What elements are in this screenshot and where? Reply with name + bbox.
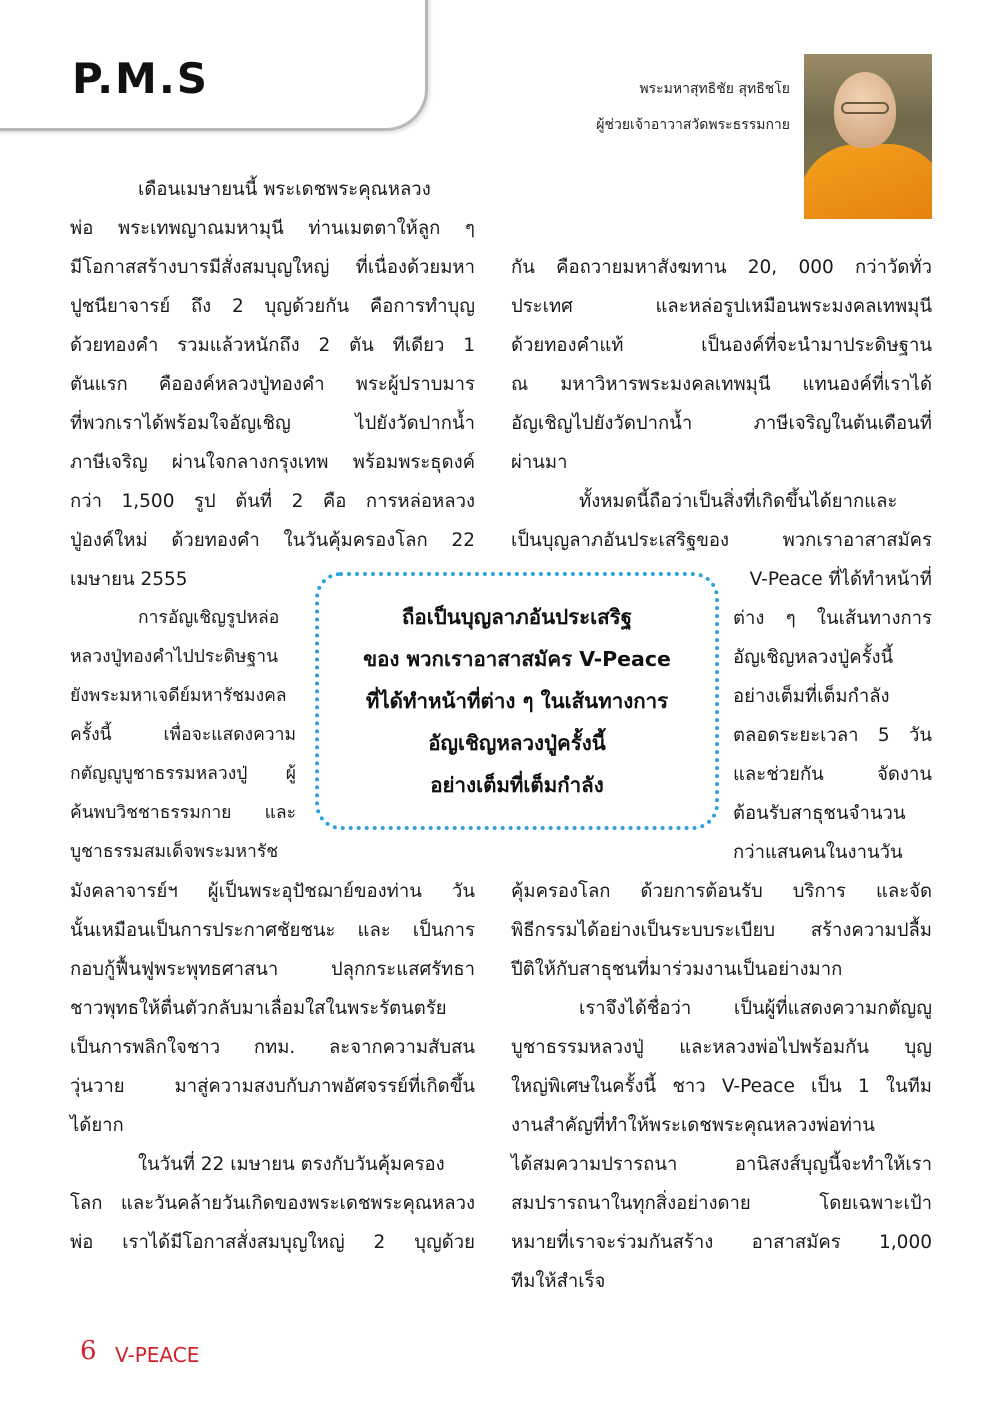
section-title: P.M.S xyxy=(72,54,210,103)
text-line: กตัญญูบูชาธรรมหลวงปู่ ผู้ xyxy=(70,764,296,784)
text-line: ได้สมความปรารถนา อานิสงส์บุญนี้จะทำให้เรา xyxy=(511,1154,932,1175)
magazine-name: V-PEACE xyxy=(115,1343,200,1367)
pull-quote-line: ของ พวกเราอาสาสมัคร V-Peace xyxy=(363,647,671,671)
text-line: ทั้งหมดนี้ถือว่าเป็นสิ่งที่เกิดขึ้นได้ยากและ xyxy=(579,491,898,512)
author-photo xyxy=(804,54,932,219)
text-line: ตันแรก คือองค์หลวงปู่ทองคำ พระผู้ปราบมาร xyxy=(70,374,475,395)
text-line: ใหญ่พิเศษในครั้งนี้ ชาว V-Peace เป็น 1 ในทีม xyxy=(511,1076,932,1097)
text-line: กัน คือถวายมหาสังฆทาน 20, 000 กว่าวัดทั่ว xyxy=(511,257,932,278)
pull-quote-line: ที่ได้ทำหน้าที่ต่าง ๆ ในเส้นทางการ xyxy=(365,689,669,713)
text-line: อย่างเต็มที่เต็มกำลัง xyxy=(733,686,890,707)
text-line: บูชาธรรมหลวงปู่ และหลวงพ่อไปพร้อมกัน บุญ xyxy=(511,1037,932,1058)
text-line: ที่พวกเราได้พร้อมใจอัญเชิญ ไปยังวัดปากน้ำ xyxy=(70,413,475,434)
text-line: พ่อ เราได้มีโอกาสสั่งสมบุญใหญ่ 2 บุญด้วย xyxy=(70,1232,475,1253)
author-name: พระมหาสุทธิชัย สุทธิชโย xyxy=(639,81,790,97)
text-line: และช่วยกัน จัดงาน xyxy=(733,764,932,785)
text-line: ทีมให้สำเร็จ xyxy=(511,1271,606,1292)
text-line: ต้อนรับสาธุชนจำนวน xyxy=(733,803,906,824)
text-line: โลก และวันคล้ายวันเกิดของพระเดชพระคุณหลวง xyxy=(70,1193,475,1214)
text-line: ประเทศ และหล่อรูปเหมือนพระมงคลเทพมุนี xyxy=(511,296,932,317)
page-number: 6 xyxy=(80,1336,97,1366)
text-line: ชาวพุทธให้ตื่นตัวกลับมาเลื่อมใสในพระรัตนตรัย xyxy=(70,998,447,1019)
text-line: ได้ยาก xyxy=(70,1115,124,1136)
text-line: หลวงปู่ทองคำไปประดิษฐาน xyxy=(70,647,279,667)
text-line: ค้นพบวิชชาธรรมกาย และ xyxy=(70,803,296,823)
text-line: สมปรารถนาในทุกสิ่งอย่างดาย โดยเฉพาะเป้า xyxy=(511,1193,932,1214)
text-line: วุ่นวาย มาสู่ความสงบกับภาพอัศจรรย์ที่เกิดขึ้น xyxy=(70,1076,475,1097)
right-narrow-text xyxy=(733,560,932,872)
text-line: ตลอดระยะเวลา 5 วัน xyxy=(733,725,932,746)
pull-quote-line: อย่างเต็มที่เต็มกำลัง xyxy=(430,773,604,797)
text-line: ผ่านมา xyxy=(511,452,568,473)
text-line: มังคลาจารย์ฯ ผู้เป็นพระอุปัชฌาย์ของท่าน วัน xyxy=(70,881,475,902)
text-line: พิธีกรรมได้อย่างเป็นระบบระเบียบ สร้างความปลื้ม xyxy=(511,920,932,941)
text-line: อัญเชิญไปยังวัดปากน้ำ ภาษีเจริญในต้นเดือนที่ xyxy=(511,413,932,434)
text-line: บูชาธรรมสมเด็จพระมหารัช xyxy=(70,842,279,862)
text-line: ยังพระมหาเจดีย์มหารัชมงคล xyxy=(70,686,287,706)
right-top-text xyxy=(511,248,932,560)
text-line: เป็นบุญลาภอันประเสริฐของ พวกเราอาสาสมัคร xyxy=(511,530,932,551)
text-line: ด้วยทองคำแท้ เป็นองค์ที่จะนำมาประดิษฐาน xyxy=(511,335,932,356)
text-line: ปูชนียาจารย์ ถึง 2 บุญด้วยกัน คือการทำบุญ xyxy=(70,296,475,317)
text-line: ครั้งนี้ เพื่อจะแสดงความ xyxy=(70,725,296,745)
text-line: อัญเชิญหลวงปู่ครั้งนี้ xyxy=(733,647,894,668)
right-bottom-text xyxy=(511,872,932,1301)
text-line: พ่อ พระเทพญาณมหามุนี ท่านเมตตาให้ลูก ๆ xyxy=(70,218,475,239)
text-line: เดือนเมษายนนี้ พระเดชพระคุณหลวง xyxy=(138,179,431,200)
text-line: เมษายน 2555 xyxy=(70,569,188,590)
text-line: ปู่องค์ใหม่ ด้วยทองคำ ในวันคุ้มครองโลก 22 xyxy=(70,530,475,551)
header-frame xyxy=(0,0,428,131)
text-line: ในวันที่ 22 เมษายน ตรงกับวันคุ้มครอง xyxy=(138,1154,445,1175)
text-line: กอบกู้ฟื้นฟูพระพุทธศาสนา ปลุกกระแสศรัทธา xyxy=(70,959,475,980)
text-line: ภาษีเจริญ ผ่านใจกลางกรุงเทพ พร้อมพระธุดงค์ xyxy=(70,452,475,473)
text-line: ณ มหาวิหารพระมงคลเทพมุนี แทนองค์ที่เราได้ xyxy=(511,374,932,395)
text-line: กว่าแสนคนในงานวัน xyxy=(733,842,903,863)
pull-quote-line: อัญเชิญหลวงปู่ครั้งนี้ xyxy=(428,731,606,755)
left-narrow-text xyxy=(70,599,296,872)
left-bottom-text xyxy=(70,872,475,1262)
text-line: มีโอกาสสร้างบารมีสั่งสมบุญใหญ่ ที่เนื่องด้วยมหา xyxy=(70,257,475,278)
text-line: คุ้มครองโลก ด้วยการต้อนรับ บริการ และจัด xyxy=(511,881,932,902)
text-line: ต่าง ๆ ในเส้นทางการ xyxy=(733,608,932,629)
photo-glasses xyxy=(841,102,889,114)
photo-robe xyxy=(804,144,932,219)
text-line: เราจึงได้ชื่อว่า เป็นผู้ที่แสดงความกตัญญู xyxy=(579,998,932,1019)
pull-quote-line: ถือเป็นบุญลาภอันประเสริฐ xyxy=(401,605,633,629)
text-line: การอัญเชิญรูปหล่อ xyxy=(138,608,280,628)
text-line: กว่า 1,500 รูป ต้นที่ 2 คือ การหล่อหลวง xyxy=(70,491,475,512)
text-line: นั้นเหมือนเป็นการประกาศชัยชนะ และ เป็นการ xyxy=(70,920,475,941)
text-line: หมายที่เราจะร่วมกันสร้าง อาสาสมัคร 1,000 xyxy=(511,1232,932,1253)
text-line: ปีติให้กับสาธุชนที่มาร่วมงานเป็นอย่างมาก xyxy=(511,959,843,980)
left-top-text xyxy=(70,170,475,599)
text-line: ด้วยทองคำ รวมแล้วหนักถึง 2 ตัน ทีเดียว 1 xyxy=(70,335,475,356)
text-line: งานสำคัญที่ทำให้พระเดชพระคุณหลวงพ่อท่าน xyxy=(511,1115,875,1136)
text-line: V-Peace ที่ได้ทำหน้าที่ xyxy=(749,569,932,590)
text-line: เป็นการพลิกใจชาว กทม. ละจากความสับสน xyxy=(70,1037,475,1058)
author-role: ผู้ช่วยเจ้าอาวาสวัดพระธรรมกาย xyxy=(596,117,790,133)
pull-quote-box xyxy=(315,572,719,830)
